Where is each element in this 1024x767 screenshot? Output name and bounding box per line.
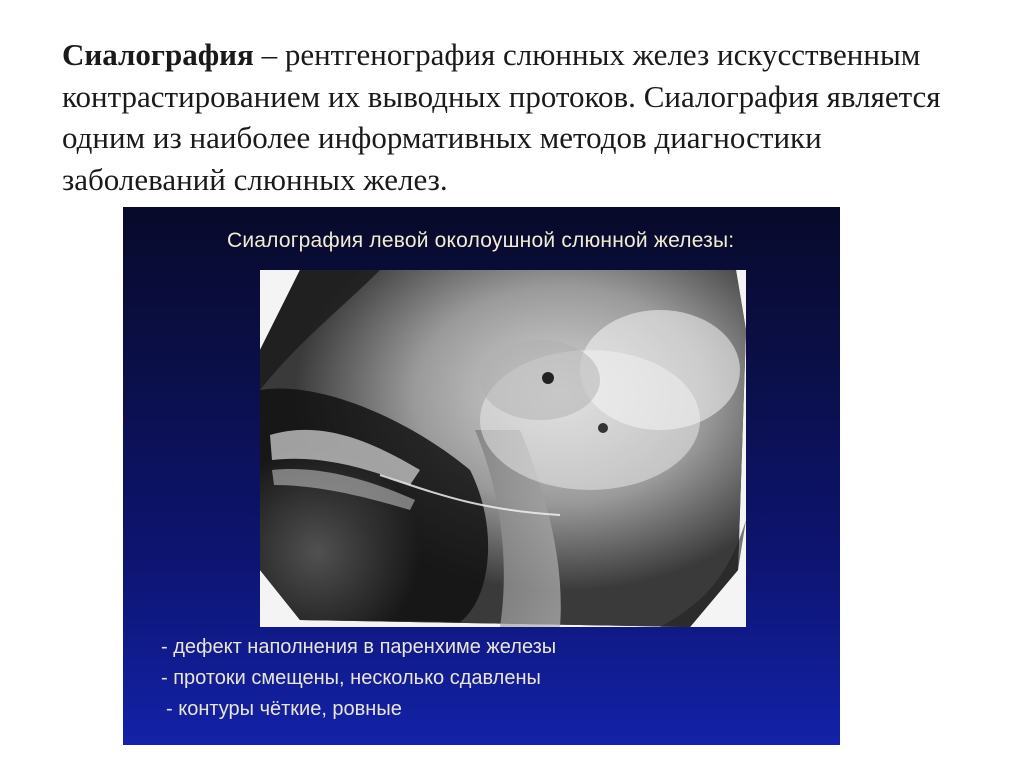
term-definition: – рентгенография слюнных желез искусственным контрастированием их выводных протоков.	[62, 37, 921, 114]
term-sialography: Сиалография	[62, 37, 254, 72]
intro-paragraph	[62, 34, 962, 200]
xray-image	[260, 270, 746, 627]
finding-contours: - контуры чёткие, ровные	[166, 698, 402, 720]
findings-list	[161, 632, 801, 725]
xray-film-icon	[260, 270, 746, 627]
finding-filling-defect: - дефект наполнения в паренхиме железы	[161, 636, 557, 658]
finding-ducts-displaced: - протоки смещены, несколько сдавлены	[161, 667, 541, 689]
panel-title: Сиалография левой околоушной слюнной железы:	[227, 229, 735, 252]
sialogram-panel	[123, 207, 840, 745]
significance-text: Сиалография является одним из наиболее информативных методов диагностики заболеваний слюнных желез.	[62, 78, 941, 197]
